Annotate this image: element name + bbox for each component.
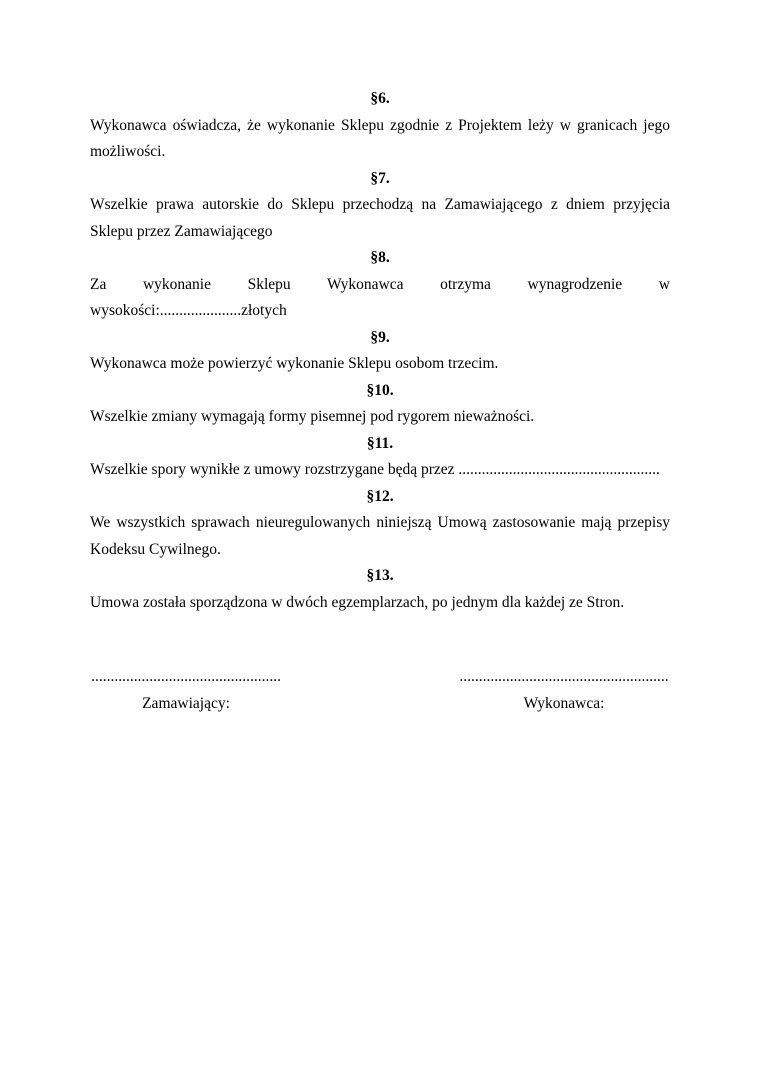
section-10-heading: §10. [366, 381, 394, 399]
signature-block [90, 664, 670, 717]
section-6-heading: §6. [370, 90, 390, 107]
contract-body [90, 86, 670, 717]
wykonawca-signature-label: Wykonawca: [523, 694, 605, 712]
section-8-text: Za wykonanie Sklepu Wykonawca otrzyma wynagrodzenie w wysokości:.....................złotych [90, 275, 670, 319]
section-7-heading: §7. [370, 169, 390, 187]
section-9-text: Wykonawca może powierzyć wykonanie Sklepu osobom trzecim. [90, 355, 499, 372]
section-7-text: Wszelkie prawa autorskie do Sklepu przechodzą na Zamawiającego z dniem przyjęcia Sklepu przez Zamawiającego [90, 196, 670, 240]
section-6-text: Wykonawca oświadcza, że wykonanie Sklepu zgodnie z Projektem leży w granicach jego możliwości. [90, 116, 670, 160]
wykonawca-signature-dotted-line: ...................................................... [459, 668, 669, 685]
section-12-heading: §12. [366, 487, 394, 505]
section-10-text: Wszelkie zmiany wymagają formy pisemnej pod rygorem nieważności. [90, 408, 535, 425]
section-13-heading: §13. [366, 567, 394, 584]
section-9-heading: §9. [370, 328, 390, 346]
section-8-heading: §8. [370, 249, 390, 266]
signature-area-zamawiajacy [90, 664, 282, 717]
zamawiajacy-signature-label: Zamawiający: [142, 694, 230, 712]
section-11-heading: §11. [366, 434, 394, 452]
section-13-text: Umowa została sporządzona w dwóch egzemplarzach, po jednym dla każdej ze Stron. [90, 593, 625, 611]
section-11-text: Wszelkie spory wynikłe z umowy rozstrzygane będą przez .................................................... [90, 461, 660, 478]
signature-area-wykonawca [458, 664, 670, 717]
section-12-text: We wszystkich sprawach nieuregulowanych niniejszą Umową zastosowanie mają przepisy Kodeksu Cywilnego. [90, 514, 670, 558]
zamawiajacy-signature-dotted-line: ................................................. [91, 668, 281, 685]
